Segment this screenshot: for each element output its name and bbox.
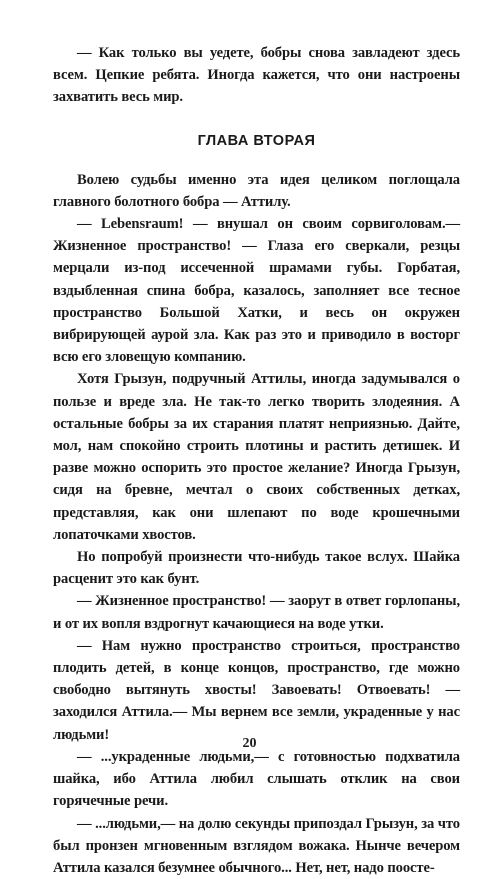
paragraph-5: — Жизненное пространство! — заорут в ответ горлопаны, и от их вопля вздрогнут качающиеся на воде утки. <box>53 590 460 634</box>
paragraph-2: — Lebensraum! — внушал он своим сорвиголовам.— Жизненное пространство! — Глаза его сверкали, резцы мерцали из-под иссеченной шрамами губы. Горбатая, вздыбленная спина бобра, казалось, заполняет все тесное пространство Большой Хатки, и весь он окружен вибрирующей аурой зла. Как раз это и приводило в восторг всю его зловещую компанию. <box>53 213 460 368</box>
paragraph-3: Хотя Грызун, подручный Аттилы, иногда задумывался о пользе и вреде зла. Не так-то легко творить злодеяния. А остальные бобры за их старания платят неприязнью. Дайте, мол, нам спокойно строить плотины и растить детишек. И разве можно оспорить это простое желание? Иногда Грызун, сидя на бревне, мечтал о своих собственных детках, представляя, как они шлепают по воде крошечными лопаточками хвостов. <box>53 368 460 546</box>
book-page <box>53 42 460 879</box>
paragraph-6: — Нам нужно пространство строиться, пространство плодить детей, в конце концов, пространство, где можно свободно вытянуть хвосты! Завоевать! Отвоевать! — заходился Аттила.— Мы вернем все земли, украденные у нас людьми! <box>53 635 460 746</box>
paragraph-7: — ...украденные людьми,— с готовностью подхватила шайка, ибо Аттила любил слышать отклик на свои горячечные речи. <box>53 746 460 813</box>
intro-paragraph: — Как только вы уедете, бобры снова завладеют здесь всем. Цепкие ребята. Иногда кажется, что они настроены захватить весь мир. <box>53 42 460 109</box>
paragraph-8: — ...людьми,— на долю секунды припоздал Грызун, за что был пронзен мгновенным взглядом вожака. Нынче вечером Аттила казался безумнее обычного... Нет, нет, надо поосте- <box>53 813 460 879</box>
paragraph-4: Но попробуй произнести что-нибудь такое вслух. Шайка расценит это как бунт. <box>53 546 460 590</box>
page-number: 20 <box>0 736 499 752</box>
paragraph-1: Волею судьбы именно эта идея целиком поглощала главного болотного бобра — Аттилу. <box>53 169 460 213</box>
chapter-title: ГЛАВА ВТОРАЯ <box>53 133 460 149</box>
